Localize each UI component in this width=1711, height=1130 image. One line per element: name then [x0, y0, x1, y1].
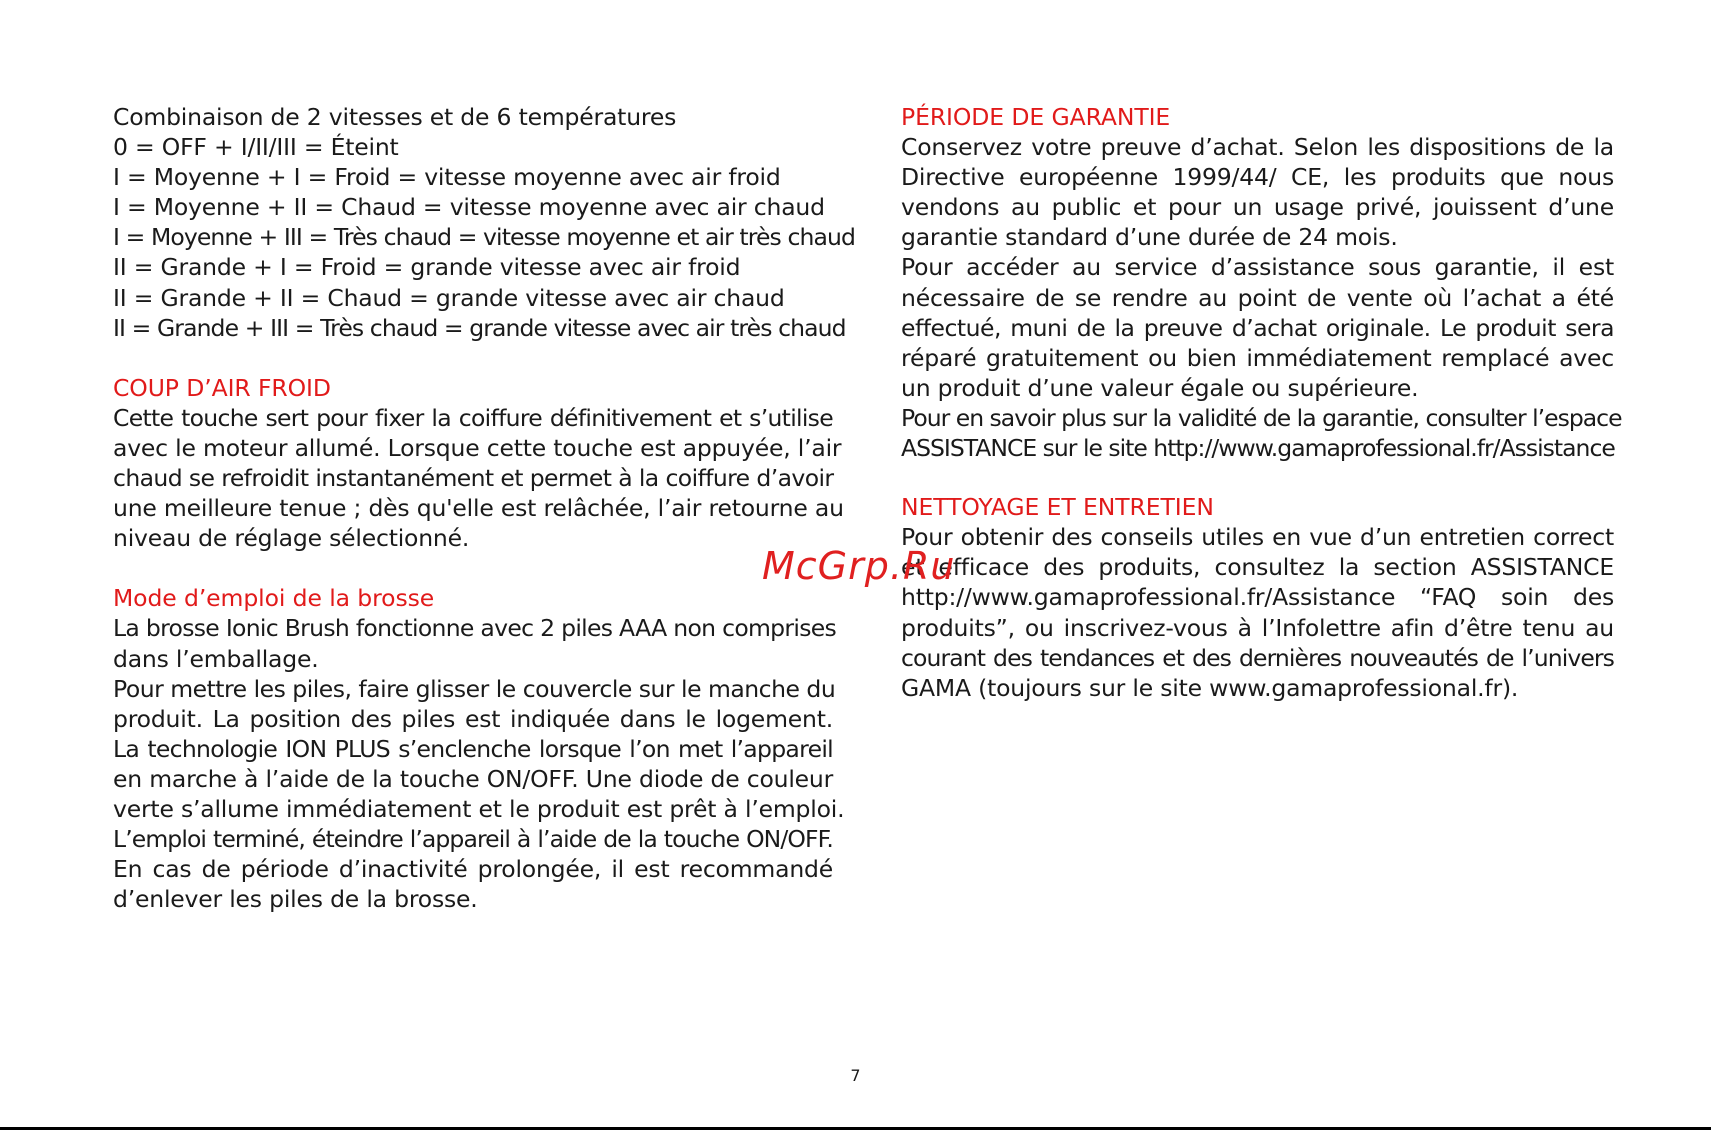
paragraph-line: une meilleure tenue ; dès qu'elle est relâchée, l’air retourne au — [113, 494, 844, 523]
speed-line: II = Grande + III = Très chaud = grande vitesse avec air très chaud — [113, 313, 846, 342]
paragraph-line: ASSISTANCE sur le site http://www.gamaprofessional.fr/Assistance — [901, 434, 1615, 463]
paragraph-line: GAMA (toujours sur le site www.gamaprofessional.fr). — [901, 673, 1519, 702]
paragraph-line: Pour obtenir des conseils utiles en vue d’un entretien correct — [901, 523, 1614, 552]
right-column — [901, 102, 1622, 703]
paragraph-line: L’emploi terminé, éteindre l’appareil à l’aide de la touche ON/OFF. — [113, 825, 833, 854]
paragraph-line: produits”, ou inscrivez-vous à l’Infolettre afin d’être tenu au — [901, 613, 1614, 642]
page-number: 7 — [850, 1066, 861, 1085]
paragraph-line: réparé gratuitement ou bien immédiatement remplacé avec — [901, 343, 1614, 372]
paragraph-line: dans l’emballage. — [113, 644, 319, 673]
speed-intro: Combinaison de 2 vitesses et de 6 températures — [113, 103, 677, 131]
paragraph-line: Pour accéder au service d’assistance sous garantie, il est — [901, 253, 1614, 282]
paragraph-line: chaud se refroidit instantanément et permet à la coiffure d’avoir — [113, 464, 834, 493]
brush-heading: Mode d’emploi de la brosse — [113, 584, 435, 613]
speed-line: II = Grande + II = Chaud = grande vitesse avec air chaud — [113, 283, 785, 312]
paragraph-line: niveau de réglage sélectionné. — [113, 524, 470, 553]
warranty-heading: PÉRIODE DE GARANTIE — [901, 103, 1171, 131]
paragraph-line: en marche à l’aide de la touche ON/OFF. Une diode de couleur — [113, 764, 834, 793]
paragraph-line: garantie standard d’une durée de 24 mois. — [901, 223, 1398, 252]
paragraph-line: La technologie ION PLUS s’enclenche lorsque l’on met l’appareil — [113, 734, 833, 763]
paragraph-line: En cas de période d’inactivité prolongée, il est recommandé — [113, 855, 833, 884]
paragraph-line: et efficace des produits, consultez la section ASSISTANCE — [901, 553, 1614, 582]
paragraph-line: Conservez votre preuve d’achat. Selon les dispositions de la — [901, 133, 1614, 162]
paragraph-line: vendons au public et pour un usage privé, jouissent d’une — [901, 193, 1614, 222]
left-column — [113, 102, 855, 914]
paragraph-line: Cette touche sert pour fixer la coiffure définitivement et s’utilise — [113, 403, 833, 432]
paragraph-line: avec le moteur allumé. Lorsque cette touche est appuyée, l’air — [113, 433, 842, 462]
maintenance-section — [901, 492, 1614, 703]
paragraph-line: Pour mettre les piles, faire glisser le couvercle sur le manche du — [113, 674, 836, 703]
paragraph-line: nécessaire de se rendre au point de vente où l’achat a été — [901, 283, 1614, 312]
speed-line: I = Moyenne + II = Chaud = vitesse moyenne avec air chaud — [113, 193, 825, 222]
paragraph-line: produit. La position des piles est indiquée dans le logement. — [113, 704, 833, 733]
paragraph-line: Pour en savoir plus sur la validité de la garantie, consulter l’espace — [901, 403, 1622, 432]
speed-line: 0 = OFF + I/II/III = Éteint — [113, 133, 399, 162]
paragraph-line: courant des tendances et des dernières nouveautés de l’univers — [901, 643, 1614, 672]
paragraph-line: http://www.gamaprofessional.fr/Assistance “FAQ soin des — [901, 583, 1614, 612]
paragraph-line: La brosse Ionic Brush fonctionne avec 2 piles AAA non comprises — [113, 614, 837, 643]
paragraph-line: verte s’allume immédiatement et le produit est prêt à l’emploi. — [113, 794, 845, 823]
watermark-logo: McGrp.Ru — [762, 544, 956, 588]
paragraph-line: Directive européenne 1999/44/ CE, les produits que nous — [901, 163, 1614, 192]
speed-line: I = Moyenne + III = Très chaud = vitesse moyenne et air très chaud — [113, 223, 855, 252]
cold-shot-heading: COUP D’AIR FROID — [113, 373, 331, 402]
cold-shot-section — [113, 373, 844, 554]
maintenance-heading: NETTOYAGE ET ENTRETIEN — [901, 493, 1214, 522]
brush-section — [113, 583, 845, 914]
warranty-section — [901, 102, 1622, 463]
paragraph-line: effectué, muni de la preuve d’achat originale. Le produit sera — [901, 313, 1614, 342]
speed-table — [113, 102, 855, 343]
speed-line: II = Grande + I = Froid = grande vitesse avec air froid — [113, 253, 741, 282]
paragraph-line: d’enlever les piles de la brosse. — [113, 885, 478, 914]
speed-line: I = Moyenne + I = Froid = vitesse moyenne avec air froid — [113, 163, 781, 192]
paragraph-line: un produit d’une valeur égale ou supérieure. — [901, 373, 1419, 402]
